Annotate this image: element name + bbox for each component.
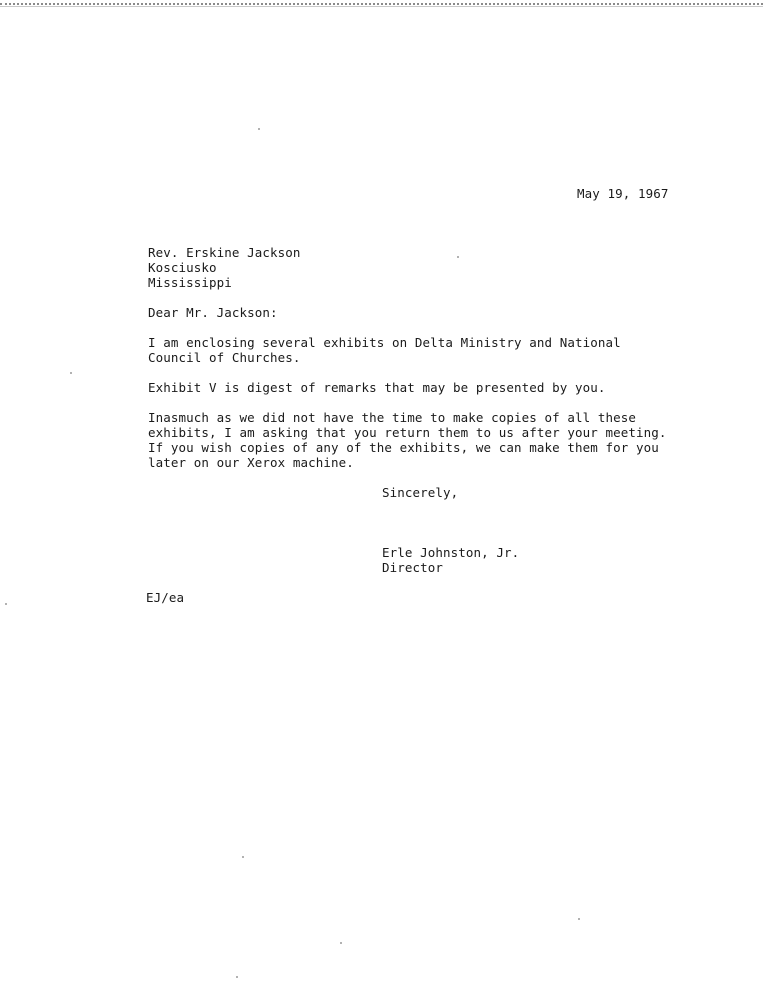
recipient-city: Kosciusko xyxy=(148,260,217,275)
recipient-state: Mississippi xyxy=(148,275,232,290)
scan-speck xyxy=(578,918,580,920)
page-top-rule xyxy=(0,6,763,7)
scan-speck xyxy=(70,372,72,374)
salutation: Dear Mr. Jackson: xyxy=(148,305,278,320)
paragraph-2-line-1: Exhibit V is digest of remarks that may be presented by you. xyxy=(148,380,606,395)
scan-speck xyxy=(340,942,342,944)
recipient-name: Rev. Erskine Jackson xyxy=(148,245,301,260)
paragraph-1-line-1: I am enclosing several exhibits on Delta Ministry and National xyxy=(148,335,621,350)
scan-speck xyxy=(457,256,459,258)
paragraph-3-line-2: exhibits, I am asking that you return them to us after your meeting. xyxy=(148,425,667,440)
scan-speck xyxy=(242,856,244,858)
closing: Sincerely, xyxy=(382,485,459,500)
page-top-edge xyxy=(0,3,763,5)
signer-title: Director xyxy=(382,560,444,575)
paragraph-3-line-1: Inasmuch as we did not have the time to make copies of all these xyxy=(148,410,637,425)
letter-date: May 19, 1967 xyxy=(577,186,669,201)
scan-speck xyxy=(236,976,238,978)
paragraph-1-line-2: Council of Churches. xyxy=(148,350,301,365)
scan-speck xyxy=(5,603,7,605)
typist-initials: EJ/ea xyxy=(146,590,185,605)
paragraph-3-line-4: later on our Xerox machine. xyxy=(148,455,354,470)
scan-speck xyxy=(258,128,260,130)
paragraph-3-line-3: If you wish copies of any of the exhibits, we can make them for you xyxy=(148,440,659,455)
signer-name: Erle Johnston, Jr. xyxy=(382,545,520,560)
